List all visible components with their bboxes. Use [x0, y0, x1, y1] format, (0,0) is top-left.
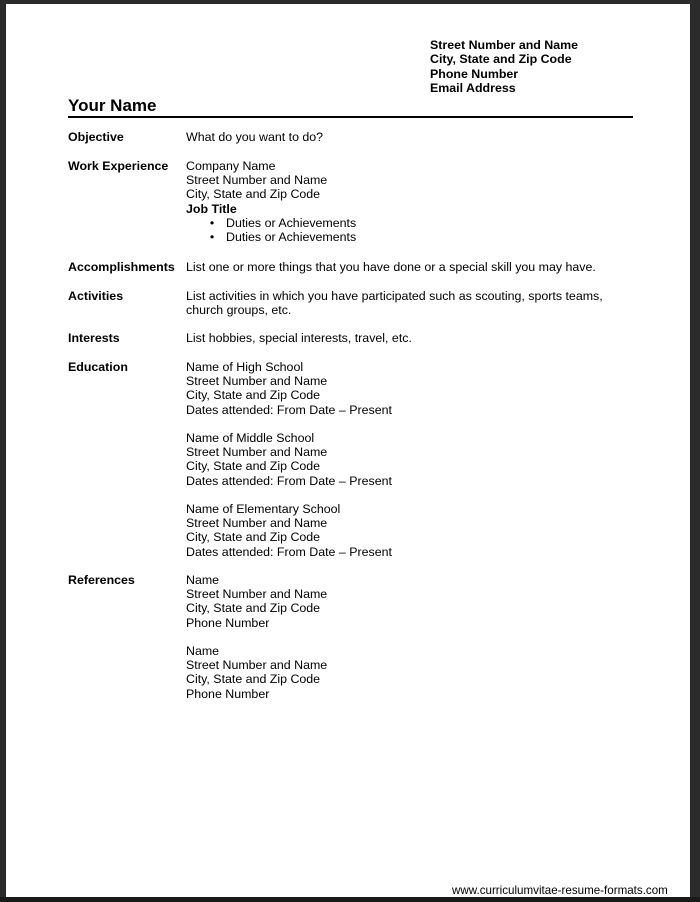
objective-label: Objective	[68, 130, 124, 144]
accomplishments-section	[186, 260, 596, 274]
school-name: Name of High School	[186, 360, 304, 374]
interests-label: Interests	[68, 331, 120, 345]
work-city: City, State and Zip Code	[186, 187, 321, 202]
duty-text: Duties or Achievements	[226, 215, 357, 230]
duty-item	[186, 216, 356, 230]
reference-street: Street Number and Name	[186, 658, 328, 673]
work-job-title: Job Title	[186, 201, 237, 216]
work-company: Company Name	[186, 159, 276, 173]
school-name: Name of Elementary School	[186, 502, 341, 516]
reference-entry-2	[186, 644, 327, 701]
school-city: City, State and Zip Code	[186, 530, 321, 545]
reference-name: Name	[186, 573, 220, 587]
school-dates: Dates attended: From Date – Present	[186, 473, 392, 488]
objective-section	[186, 130, 323, 144]
contact-email: Email Address	[430, 80, 516, 95]
contact-block	[430, 38, 578, 95]
school-city: City, State and Zip Code	[186, 388, 321, 403]
page-frame-edge	[0, 897, 700, 902]
reference-city: City, State and Zip Code	[186, 601, 321, 616]
footer-url: www.curriculumvitae-resume-formats.com	[452, 884, 668, 897]
school-street: Street Number and Name	[186, 445, 328, 460]
bullet-icon: •	[209, 230, 215, 245]
objective-text: What do you want to do?	[186, 130, 324, 144]
school-dates: Dates attended: From Date – Present	[186, 402, 392, 417]
contact-city: City, State and Zip Code	[430, 52, 572, 67]
reference-city: City, State and Zip Code	[186, 672, 321, 687]
contact-street: Street Number and Name	[430, 38, 579, 52]
reference-phone: Phone Number	[186, 686, 270, 701]
school-street: Street Number and Name	[186, 374, 328, 389]
school-dates: Dates attended: From Date – Present	[186, 544, 392, 559]
name-divider	[68, 116, 633, 118]
bullet-icon: •	[209, 215, 215, 230]
reference-phone: Phone Number	[186, 615, 270, 630]
school-name: Name of Middle School	[186, 431, 315, 445]
activities-text-line-2: church groups, etc.	[186, 303, 292, 318]
education-middle-school	[186, 431, 392, 488]
resume-page	[6, 4, 690, 897]
interests-section	[186, 331, 412, 345]
interests-text: List hobbies, special interests, travel, etc.	[186, 331, 412, 345]
duty-text: Duties or Achievements	[226, 230, 357, 245]
contact-phone: Phone Number	[430, 66, 519, 81]
reference-entry-1	[186, 573, 327, 630]
work-experience-label: Work Experience	[68, 159, 169, 173]
education-high-school	[186, 360, 392, 417]
accomplishments-label: Accomplishments	[68, 260, 175, 274]
education-elementary-school	[186, 502, 392, 559]
accomplishments-text: List one or more things that you have done or a special skill you may have.	[186, 260, 596, 274]
references-label: References	[68, 573, 135, 587]
education-label: Education	[68, 360, 128, 374]
reference-name: Name	[186, 644, 220, 658]
work-experience-section	[186, 159, 356, 244]
school-city: City, State and Zip Code	[186, 459, 321, 474]
activities-section	[186, 289, 603, 317]
school-street: Street Number and Name	[186, 516, 328, 531]
resume-name: Your Name	[68, 96, 157, 115]
work-street: Street Number and Name	[186, 173, 328, 188]
activities-label: Activities	[68, 289, 124, 303]
activities-text-line-1: List activities in which you have participated such as scouting, sports teams,	[186, 289, 603, 303]
duty-item	[186, 230, 356, 244]
reference-street: Street Number and Name	[186, 587, 328, 602]
